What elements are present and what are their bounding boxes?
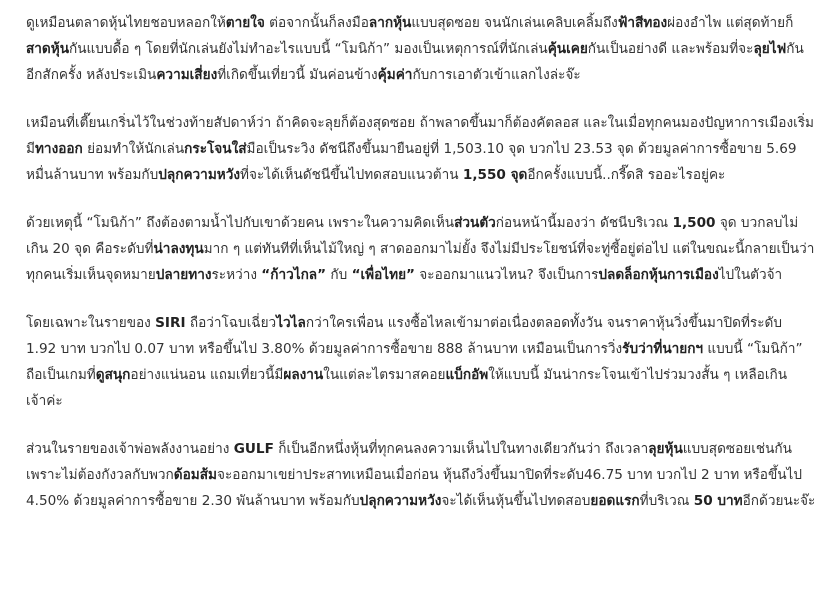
- text-run: มาก ๆ แต่ทันทีที่เห็นไม้ใหญ่ ๆ สาดออกมาไม่ยั้ง จึงไม่มีประโยชน์ที่จะทู่ซี้อยู่ต่อไป แต่ในขณะนี้กลายเป็นว่า ทุกคนเริ่มเห็นจุดหมาย: [26, 241, 815, 283]
- bold-text: 1,550 จุด: [462, 167, 528, 183]
- text-run: ถือว่าโฉบเฉี่ยว: [185, 315, 277, 331]
- text-run: ที่จะได้เห็นดัชนีขึ้นไปทดสอบแนวต้าน: [240, 167, 463, 183]
- bold-text: ลุยหุ้น: [648, 441, 683, 457]
- bold-text: 50 บาท: [693, 493, 743, 509]
- bold-text: ตายใจ: [225, 15, 265, 31]
- text-run: ระหว่าง: [211, 267, 262, 283]
- bold-text: สาดหุ้น: [26, 41, 70, 57]
- bold-text: ปลุกความหวัง: [158, 167, 241, 183]
- text-run: อีกด้วยนะจ๊ะ: [742, 493, 816, 509]
- text-run: จะได้เห็นหุ้นขึ้นไปทดสอบ: [441, 493, 591, 509]
- bold-text: ปลายทาง: [155, 267, 212, 283]
- text-run: โดยเฉพาะในรายของ: [26, 315, 156, 331]
- bold-text: คุ้มค่า: [377, 67, 413, 83]
- text-run: แบบสุดซอย จนนักเล่นเคลิบเคลิ้มถึง: [411, 15, 618, 31]
- text-run: จะออกมาแนวไหน? จึงเป็นการ: [414, 267, 599, 283]
- text-run: แบบนี้ “โมนิก้า” ถือเป็นเกมที่: [26, 341, 803, 383]
- text-run: ผ่องอำไพ แต่สุดท้ายก็: [667, 15, 794, 31]
- text-run: กันแบบดื้อ ๆ โดยที่นักเล่นยังไม่ทำอะไรแบบนี้ “โมนิก้า” มองเป็นเหตุการณ์ที่นักเล่น: [69, 41, 548, 57]
- text-run: ก็เป็นอีกหนึ่งหุ้นที่ทุกคนลงความเห็นไปในทางเดียวกันว่า ถึงเวลา: [273, 441, 649, 457]
- bold-text: “ก้าวไกล”: [261, 267, 327, 283]
- text-run: ส่วนในรายของเจ้าพ่อพลังงานอย่าง: [26, 441, 234, 457]
- text-run: ดูเหมือนตลาดหุ้นไทยชอบหลอกให้: [26, 15, 226, 31]
- text-run: กับ: [326, 267, 352, 283]
- bold-text: กระโจนใส่: [184, 141, 247, 157]
- text-run: กับการเอาตัวเข้าแลกไงล่ะจ๊ะ: [412, 67, 581, 83]
- text-run: ด้วยเหตุนี้ “โมนิก้า” ถึงต้องตามน้ำไปกับเขาด้วยคน เพราะในความคิดเห็น: [26, 215, 455, 231]
- bold-text: ปลดล็อกหุ้นการเมือง: [598, 267, 719, 283]
- text-run: จุด บวกลบไม่เกิน 20 จุด คือระดับที่: [26, 215, 799, 257]
- text-run: ในแต่ละไตรมาสคอย: [323, 367, 446, 383]
- bold-text: ลุยไฟ: [753, 41, 787, 57]
- bold-text: ด้อมส้ม: [173, 467, 218, 483]
- text-run: กว่าใครเพื่อน แรงซื้อไหลเข้ามาต่อเนื่องตลอดทั้งวัน จนราคาหุ้นวิ่งขึ้นมาปิดที่ระดับ 1.92 บาท บวกไป 0.07 บาท หรือขึ้นไป 3.80% ด้วยมูลค่าการซื้อขาย 888 ล้านบาท เหมือนเป็นการวิ่ง: [26, 315, 782, 357]
- text-run: ต่อจากนั้นก็ลงมือ: [264, 15, 369, 31]
- paragraph: [26, 310, 816, 414]
- text-run: กันอีกสักครั้ง หลังประเมิน: [26, 41, 804, 83]
- bold-text: ลากหุ้น: [368, 15, 412, 31]
- text-run: ที่เกิดขึ้นเที่ยวนี้ มันค่อนข้าง: [217, 67, 378, 83]
- bold-text: แบ็กอัพ: [445, 367, 489, 383]
- text-run: อีกครั้งแบบนี้..กรี๊ดสิ รออะไรอยู่คะ: [527, 167, 726, 183]
- bold-text: ยอดแรก: [590, 493, 640, 509]
- bold-text: ไวไล: [276, 315, 306, 331]
- paragraph: [26, 436, 816, 514]
- bold-text: รับว่าที่นายกฯ: [622, 341, 704, 357]
- bold-text: 1,500: [672, 215, 716, 231]
- text-run: ย่อมทำให้นักเล่น: [82, 141, 185, 157]
- bold-text: ฟ้าสีทอง: [617, 15, 668, 31]
- text-run: มือเป็นระวิง ดัชนีถึงขึ้นมายืนอยู่ที่ 1,503.10 จุด บวกไป 23.53 จุด ด้วยมูลค่าการซื้อขาย 5.69 หมื่นล้านบาท พร้อมกับ: [26, 141, 797, 183]
- bold-text: ส่วนตัว: [454, 215, 496, 231]
- text-run: แบบสุดซอยเช่นกัน เพราะไม่ต้องกังวลกับพวก: [26, 441, 792, 483]
- text-run: ก่อนหน้านี้มองว่า ดัชนีบริเวณ: [495, 215, 673, 231]
- text-run: ไปในตัวจ้า: [718, 267, 783, 283]
- paragraph: [26, 210, 816, 288]
- bold-text: ดูสนุก: [95, 367, 131, 383]
- text-run: จะออกมาเขย่าประสาทเหมือนเมื่อก่อน หุ้นถึงวิ่งขึ้นมาปิดที่ระดับ46.75 บาท บวกไป 2 บาท หรือขึ้นไป 4.50% ด้วยมูลค่าการซื้อขาย 2.30 พันล้านบาท พร้อมกับ: [26, 467, 802, 509]
- text-run: อย่างแน่นอน แถมเที่ยวนี้มี: [130, 367, 284, 383]
- bold-text: ความเสี่ยง: [156, 67, 218, 83]
- text-run: ที่บริเวณ: [639, 493, 694, 509]
- bold-text: “เพื่อไทย”: [351, 267, 415, 283]
- text-run: กันเป็นอย่างดี และพร้อมที่จะ: [587, 41, 754, 57]
- paragraph: [26, 110, 816, 188]
- bold-text: ปลุกความหวัง: [359, 493, 442, 509]
- bold-text: ทางออก: [34, 141, 83, 157]
- bold-text: SIRI: [155, 315, 186, 331]
- bold-text: น่าลงทุน: [153, 241, 204, 257]
- text-run: ให้แบบนี้ มันน่ากระโจนเข้าไปร่วมวงสั้น ๆ เหลือเกินเจ้าค่ะ: [26, 367, 788, 409]
- article-body: [26, 10, 816, 536]
- bold-text: GULF: [233, 441, 274, 457]
- text-run: เหมือนที่เตี๊ยนเกริ่นไว้ในช่วงท้ายสัปดาห์ว่า ถ้าคิดจะลุยก็ต้องสุดซอย ถ้าพลาดขึ้นมาก็ต้องคัตลอส และในเมื่อทุกคนมองปัญหาการเมืองเริ่มมี: [26, 115, 814, 157]
- bold-text: ผลงาน: [283, 367, 324, 383]
- bold-text: คุ้นเคย: [547, 41, 588, 57]
- paragraph: [26, 10, 816, 88]
